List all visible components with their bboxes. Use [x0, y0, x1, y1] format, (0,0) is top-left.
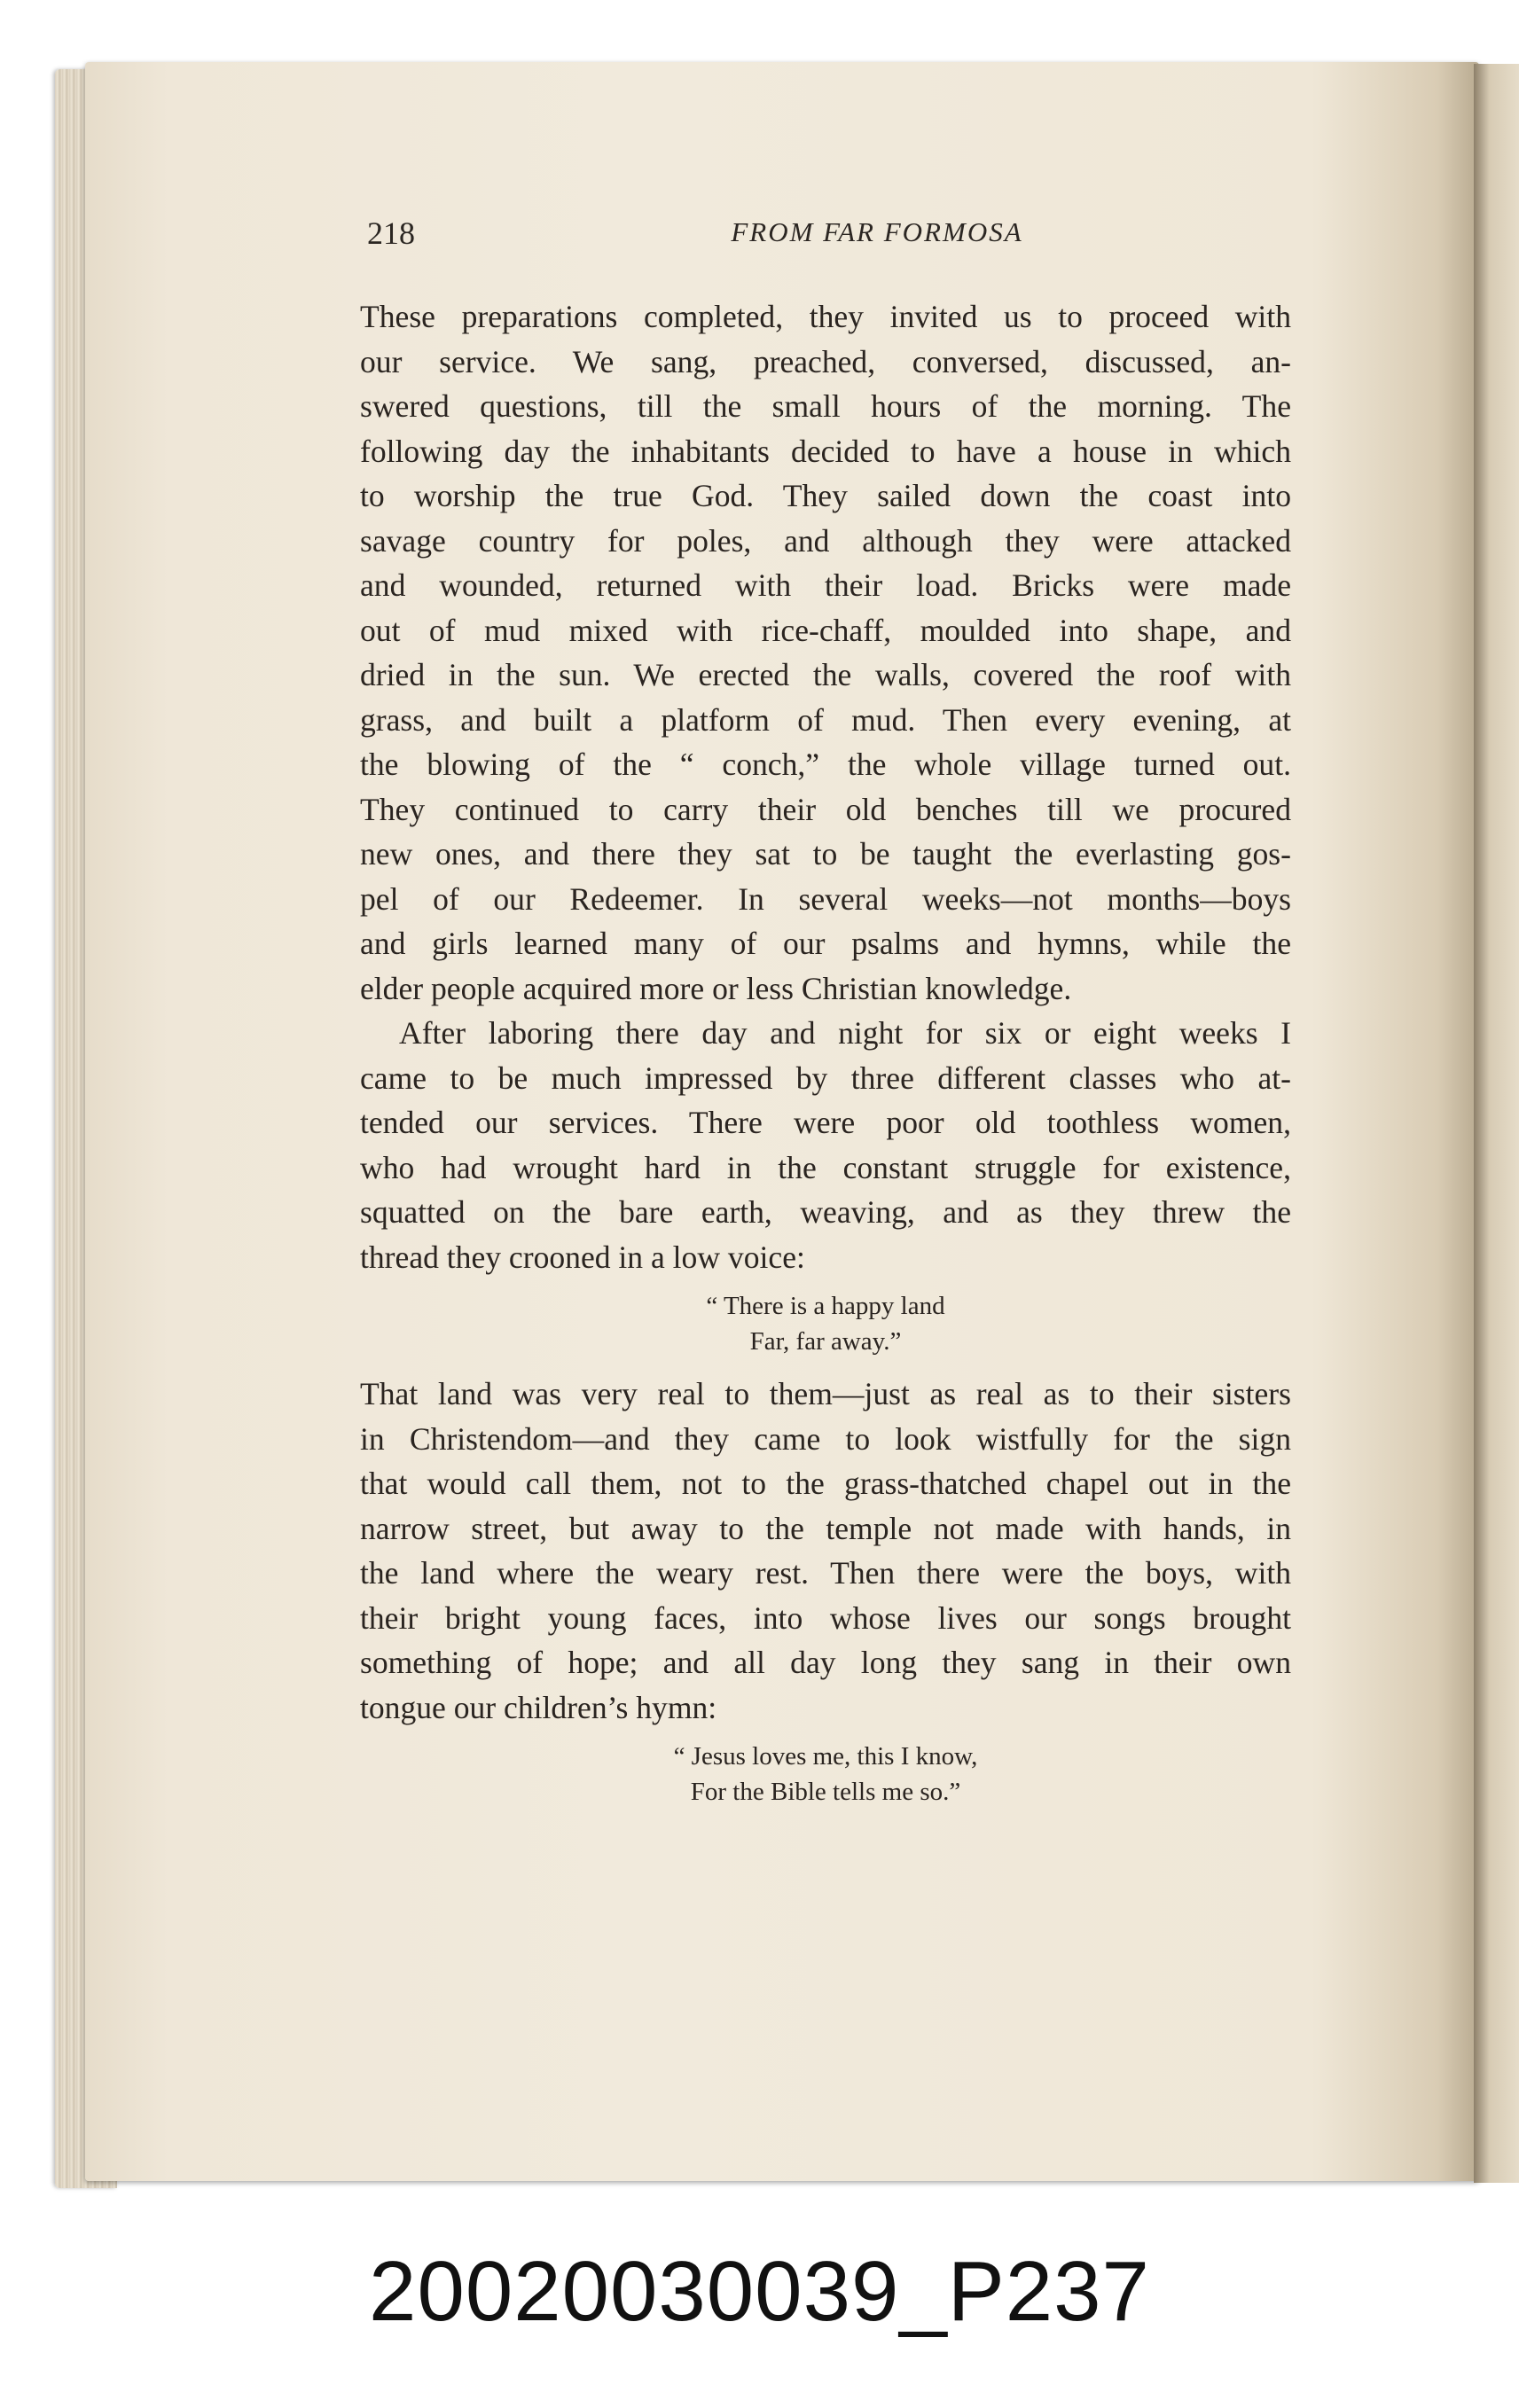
text-line: and girls learned many of our psalms and hymns, while the — [360, 926, 1291, 961]
text-line: grass, and built a platform of mud. Then every evening, at — [360, 701, 1291, 738]
verse-line: “ There is a happy land — [706, 1292, 945, 1320]
text-line: the land where the weary rest. Then there were the boys, with — [360, 1555, 1291, 1591]
text-line: These preparations completed, they invited us to proceed with — [360, 299, 1291, 334]
text-line: They continued to carry their old benches till we procured — [360, 791, 1291, 827]
verse-quote-1 — [360, 1288, 1291, 1359]
text-line: something of hope; and all day long they sang in their own — [360, 1645, 1291, 1680]
paragraph-2 — [360, 1011, 1291, 1279]
verse-line: For the Bible tells me so.” — [690, 1778, 961, 1806]
paragraph-1 — [360, 294, 1291, 1011]
text-line: following day the inhabitants decided to have a house in which — [360, 433, 1291, 469]
text-line: their bright young faces, into whose lives our songs brought — [360, 1599, 1291, 1636]
facing-page-edge — [1474, 64, 1519, 2183]
text-line: After laboring there day and night for six or eight weeks I — [399, 1015, 1291, 1051]
text-line: came to be much impressed by three different classes who at- — [360, 1059, 1291, 1096]
verse-quote-2 — [360, 1739, 1291, 1810]
text-line: swered questions, till the small hours of the morning. The — [360, 388, 1291, 424]
page-header — [367, 215, 1289, 268]
text-line: savage country for poles, and although they were attacked — [360, 522, 1291, 559]
text-line: our service. We sang, preached, conversed, discussed, an- — [360, 343, 1291, 379]
text-line: pel of our Redeemer. In several weeks—not months—boys — [360, 880, 1291, 917]
text-line: thread they crooned in a low voice: — [360, 1239, 805, 1275]
text-line: narrow street, but away to the temple not made with hands, in — [360, 1510, 1291, 1546]
verse-line: Far, far away.” — [749, 1327, 902, 1356]
text-line: tended our services. There were poor old toothless women, — [360, 1105, 1291, 1140]
text-line: who had wrought hard in the constant struggle for existence, — [360, 1149, 1291, 1185]
text-line: squatted on the bare earth, weaving, and as they threw the — [360, 1194, 1291, 1230]
text-line: out of mud mixed with rice-chaff, moulded into shape, and — [360, 612, 1291, 648]
text-line: dried in the sun. We erected the walls, covered the roof with — [360, 657, 1291, 692]
text-line: new ones, and there they sat to be taught the everlasting gos- — [360, 836, 1291, 872]
running-title: FROM FAR FORMOSA — [731, 216, 1023, 247]
text-line: to worship the true God. They sailed down the coast into — [360, 478, 1291, 513]
paragraph-3 — [360, 1372, 1291, 1730]
page-number: 218 — [367, 215, 415, 251]
text-line: in Christendom—and they came to look wistfully for the sign — [360, 1420, 1291, 1457]
text-line: tongue our children’s hymn: — [360, 1689, 717, 1725]
text-line: the blowing of the “ conch,” the whole village turned out. — [360, 747, 1291, 782]
text-line: and wounded, returned with their load. Bricks were made — [360, 567, 1291, 603]
text-line: that would call them, not to the grass-thatched chapel out in the — [360, 1466, 1291, 1501]
text-line: elder people acquired more or less Christian knowledge. — [360, 970, 1072, 1006]
image-identifier-caption: 20020030039_P237 — [369, 2244, 1150, 2339]
text-line: That land was very real to them—just as real as to their sisters — [360, 1376, 1291, 1411]
body-text — [360, 294, 1291, 1822]
verse-line: “ Jesus loves me, this I know, — [673, 1742, 978, 1771]
